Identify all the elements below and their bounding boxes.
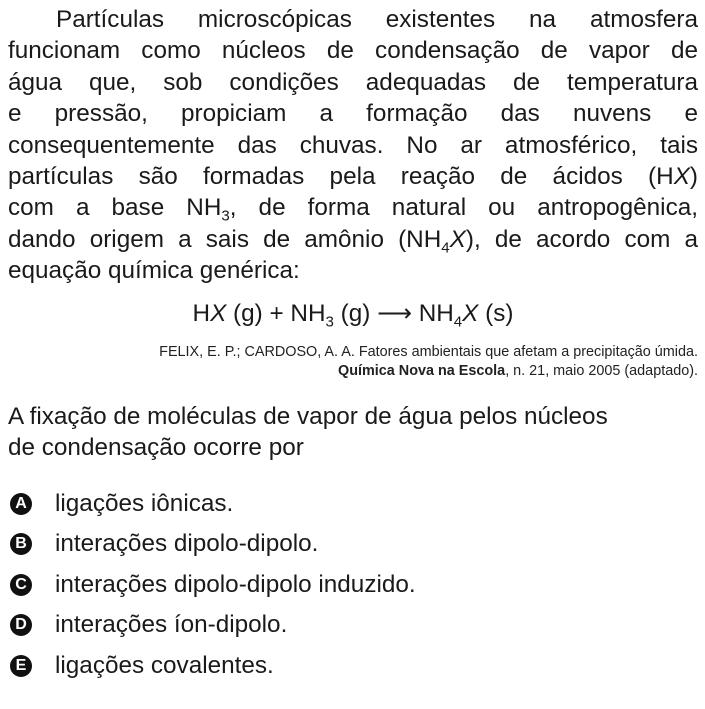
question-page <box>8 4 698 686</box>
option-d[interactable] <box>8 605 698 646</box>
option-letter-icon: C <box>10 574 32 596</box>
option-letter-icon: E <box>10 655 32 677</box>
passage-line: dando origem a sais de amônio $(NH_4X)$, de acordo com a <box>8 225 698 257</box>
passage-line: consequentemente das chuvas. No ar atmosférico, tais <box>8 131 698 159</box>
chemical-equation: HX $(g) + NH_3$ (g) ⟶ $NH_4X$ (s) <box>192 299 514 330</box>
option-letter-icon: B <box>10 533 32 555</box>
option-b[interactable] <box>8 524 698 565</box>
passage-line: com a base $NH_3$, de forma natural ou antropogênica, <box>8 194 698 225</box>
question-line: A fixação de moléculas de vapor de água pelos núcleos <box>8 402 608 430</box>
option-a[interactable] <box>8 483 698 524</box>
question-line: de condensação ocorre por <box>8 434 304 462</box>
journal-name: Química Nova na Escola <box>338 363 506 380</box>
citation-line-2: Química Nova na Escola, n. 21, maio 2005 (adaptado). <box>338 363 698 380</box>
passage-line: funcionam como núcleos de condensação de vapor de <box>8 37 698 65</box>
passage-line: equação química genérica: <box>8 257 300 285</box>
citation-line-1: FELIX, E. P.; CARDOSO, A. A. Fatores ambientais que afetam a precipitação úmida. <box>159 343 698 360</box>
source-citation <box>8 343 698 382</box>
passage-line: e pressão, propiciam a formação das nuvens e <box>8 100 698 128</box>
passage-line: partículas são formadas pela reação de ácidos (HX) <box>8 163 698 191</box>
option-text: interações dipolo-dipolo. <box>55 530 319 558</box>
option-e[interactable] <box>8 645 698 686</box>
passage-text <box>8 4 698 287</box>
option-text: interações íon-dipolo. <box>55 611 288 639</box>
question-stem <box>8 401 698 464</box>
reaction-arrow-icon: ⟶ <box>377 299 412 327</box>
passage-line: Partículas microscópicas existentes na atmosfera <box>56 6 698 33</box>
passage-line: água que, sob condições adequadas de temperatura <box>8 68 698 96</box>
option-c[interactable] <box>8 564 698 605</box>
option-text: ligações covalentes. <box>55 651 274 679</box>
option-letter-icon: D <box>10 614 32 636</box>
option-text: interações dipolo-dipolo induzido. <box>55 570 416 598</box>
option-text: ligações iônicas. <box>55 489 234 517</box>
option-letter-icon: A <box>10 493 32 515</box>
answer-options <box>8 483 698 686</box>
